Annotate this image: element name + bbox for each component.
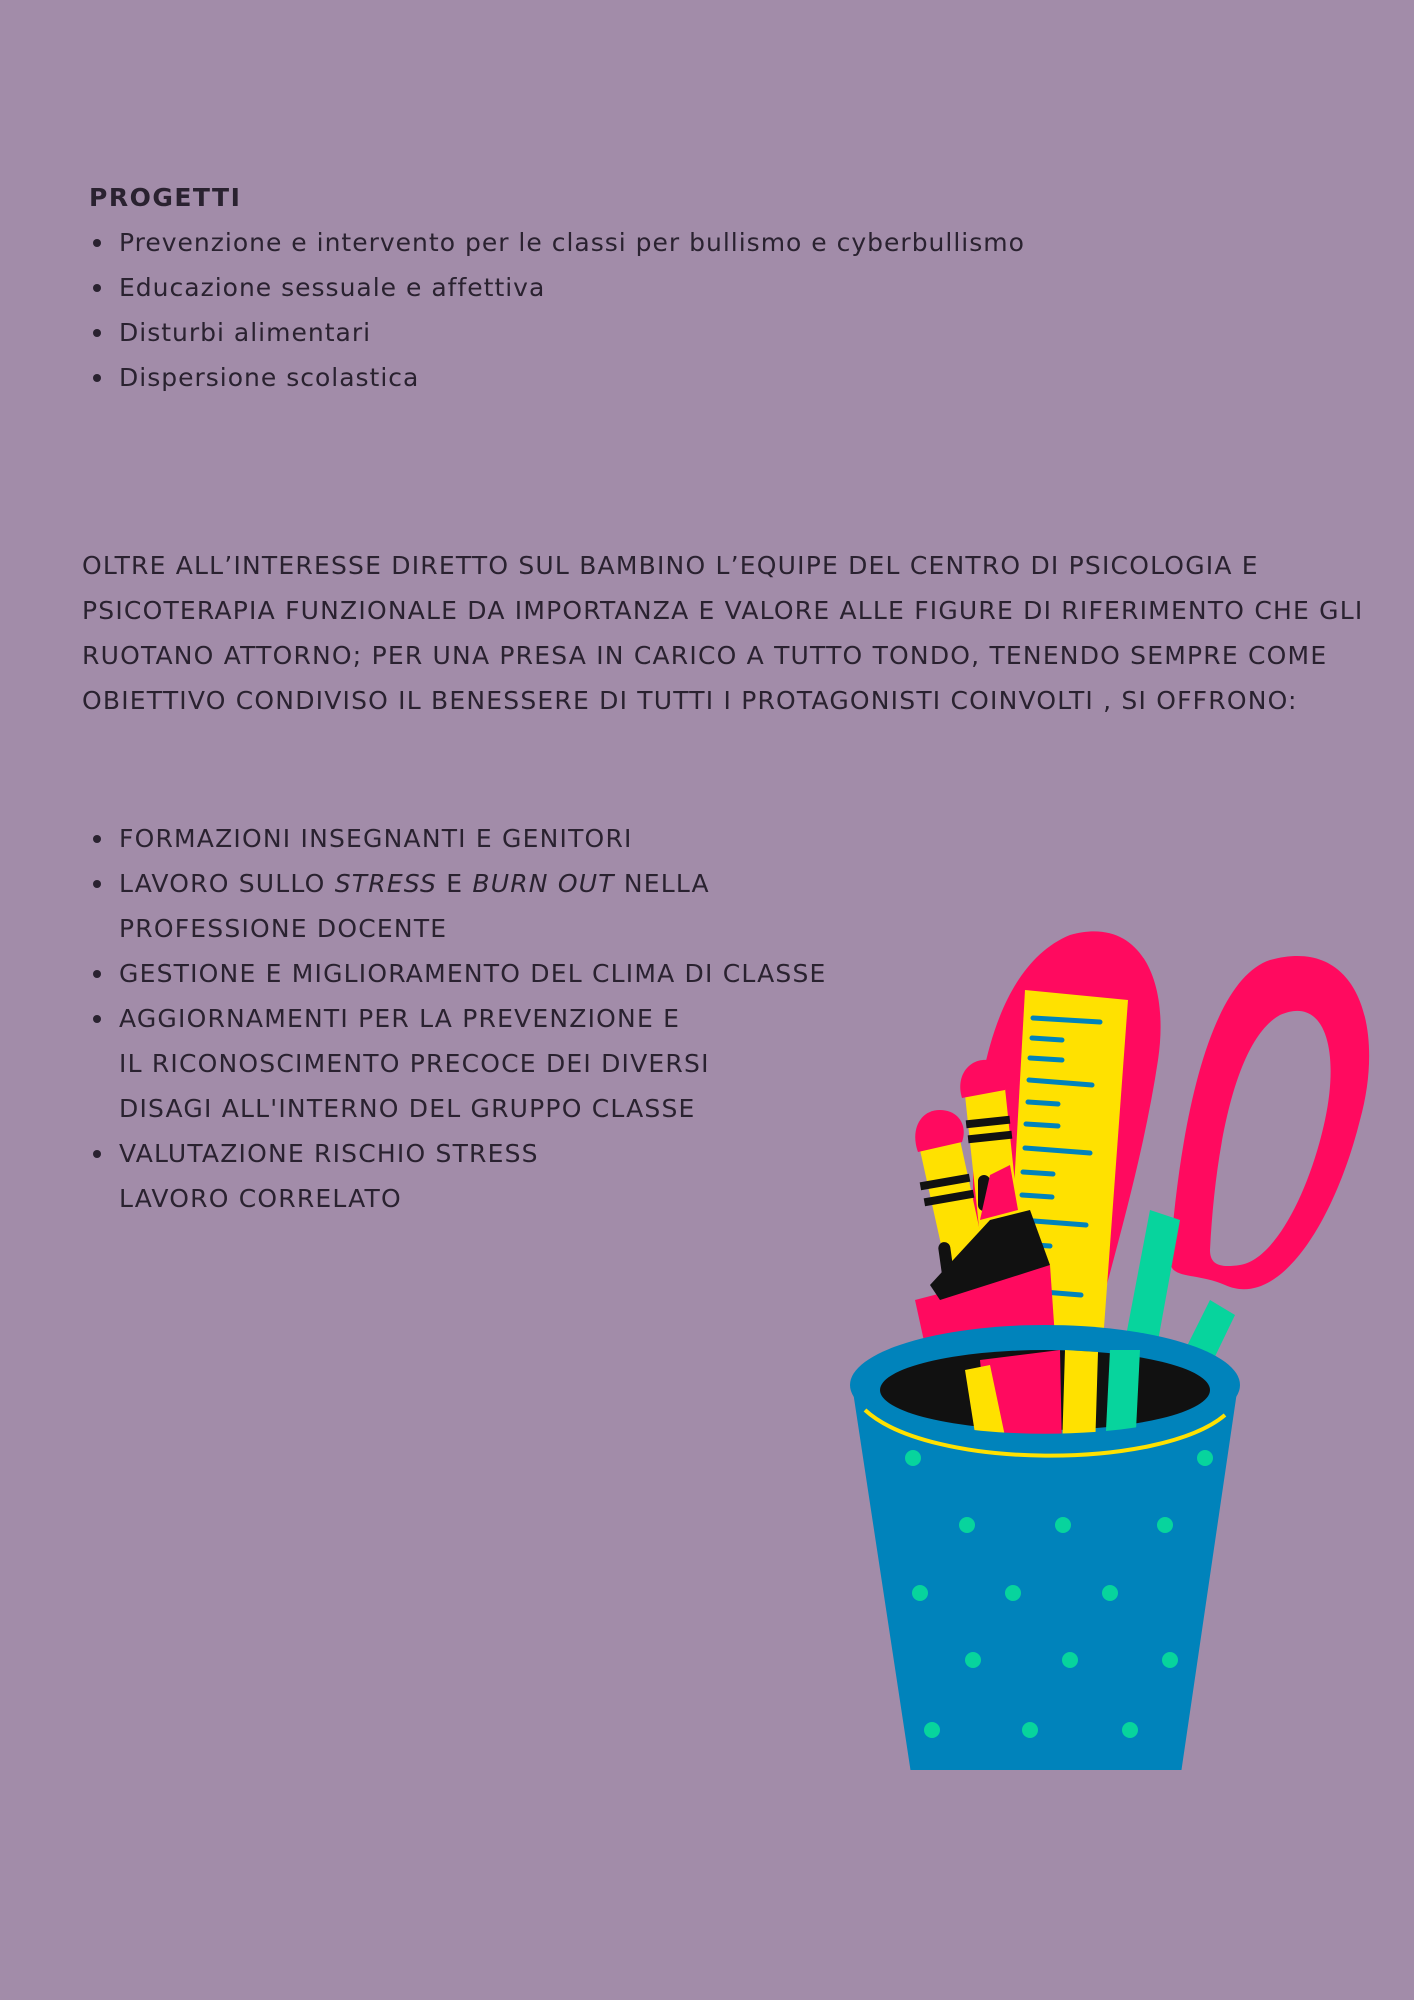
offer-text-line: PROFESSIONE DOCENTE (119, 914, 448, 943)
list-item (89, 816, 929, 861)
projects-list (89, 220, 1189, 400)
list-item (89, 951, 929, 996)
list-item: Dispersione scolastica (89, 355, 1189, 400)
offer-text-line: LAVORO CORRELATO (119, 1184, 402, 1213)
list-item (89, 996, 929, 1131)
pencil-cup-svg (840, 920, 1380, 1770)
list-item: Disturbi alimentari (89, 310, 1189, 355)
projects-title: PROGETTI (89, 183, 242, 212)
offer-text: E (437, 869, 473, 898)
offer-emphasis: STRESS (334, 869, 438, 898)
offers-section (89, 816, 929, 1221)
projects-section (89, 183, 1189, 400)
offer-text-line: AGGIORNAMENTI PER LA PREVENZIONE E (119, 1004, 681, 1033)
offer-text-line: DISAGI ALL'INTERNO DEL GRUPPO CLASSE (119, 1094, 696, 1123)
list-item: Educazione sessuale e affettiva (89, 265, 1189, 310)
pencil-cup-icon (840, 920, 1380, 1774)
list-item (89, 1131, 929, 1221)
list-item (89, 861, 929, 951)
offers-list (89, 816, 929, 1221)
offer-text-line: VALUTAZIONE RISCHIO STRESS (119, 1139, 539, 1168)
offer-text-line (119, 861, 929, 906)
intro-paragraph: OLTRE ALL’INTERESSE DIRETTO SUL BAMBINO L’EQUIPE DEL CENTRO DI PSICOLOGIA E PSICOTERAPIA FUNZIONALE DA IMPORTANZA E VALORE ALLE FIGURE DI RIFERIMENTO CHE GLI RUOTANO ATTORNO; PER UNA PRESA IN CARICO A TUTTO TONDO, TENENDO SEMPRE COME OBIETTIVO CONDIVISO IL BENESSERE DI TUTTI I PROTAGONISTI COINVOLTI , SI OFFRONO: (82, 551, 1364, 715)
offer-text: GESTIONE E MIGLIORAMENTO DEL CLIMA DI CLASSE (119, 959, 827, 988)
offer-text: NELLA (614, 869, 710, 898)
list-item: Prevenzione e intervento per le classi per bullismo e cyberbullismo (89, 220, 1189, 265)
offer-text-line: IL RICONOSCIMENTO PRECOCE DEI DIVERSI (119, 1049, 710, 1078)
offer-text: LAVORO SULLO (119, 869, 335, 898)
offer-emphasis: BURN OUT (472, 869, 615, 898)
offer-text: FORMAZIONI INSEGNANTI E GENITORI (119, 824, 633, 853)
